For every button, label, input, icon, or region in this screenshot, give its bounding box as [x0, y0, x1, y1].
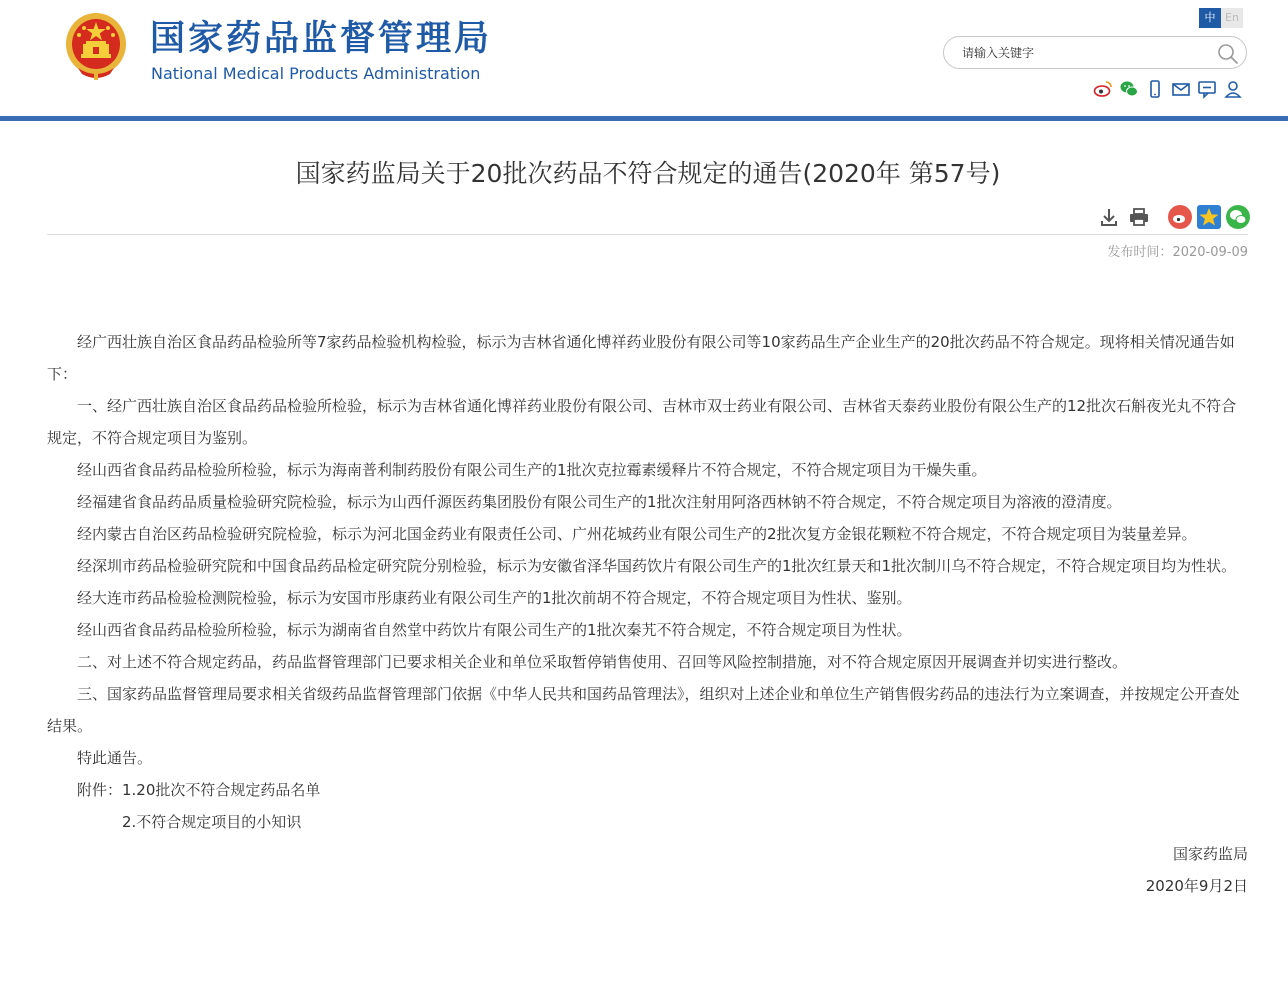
article-toolbar [1098, 205, 1255, 229]
print-icon[interactable] [1128, 206, 1150, 228]
article-title: 国家药监局关于20批次药品不符合规定的通告(2020年 第57号) [295, 159, 1001, 188]
body-paragraph: 特此通告。 [77, 749, 153, 767]
lang-chinese-button[interactable]: 中 [1199, 8, 1221, 28]
lang-english-button[interactable]: En [1221, 8, 1243, 28]
body-paragraph: 经大连市药品检验检测院检验，标示为安国市彤康药业有限公司生产的1批次前胡不符合规定，不符合规定项目为性状、鉴别。 [77, 589, 912, 607]
user-icon[interactable] [1223, 79, 1243, 99]
signature-date: 2020年9月2日 [1145, 877, 1248, 895]
body-paragraph: 经福建省食品药品质量检验研究院检验，标示为山西仟源医药集团股份有限公司生产的1批次注射用阿洛西林钠不符合规定，不符合规定项目为溶液的澄清度。 [77, 493, 1122, 511]
mobile-icon[interactable] [1145, 79, 1165, 99]
header-social-links [1093, 79, 1243, 99]
site-header [0, 0, 1288, 116]
share-qzone-icon[interactable] [1197, 205, 1221, 229]
share-wechat-icon[interactable] [1226, 205, 1250, 229]
body-paragraph: 一、经广西壮族自治区食品药品检验所检验，标示为吉林省通化博祥药业股份有限公司、吉林市双士药业有限公司、吉林省天泰药业股份有限公生产的12批次石斛夜光丸不符合规定，不符合规定项目为鉴别。 [47, 397, 1237, 447]
site-logo-chinese[interactable]: 国家药品监督管理局 [150, 19, 493, 59]
body-paragraph: 经内蒙古自治区药品检验研究院检验，标示为河北国金药业有限责任公司、广州花城药业有限公司生产的2批次复方金银花颗粒不符合规定，不符合规定项目为装量差异。 [77, 525, 1197, 543]
national-emblem-icon [64, 10, 128, 80]
wechat-icon[interactable] [1119, 79, 1139, 99]
email-icon[interactable] [1171, 79, 1191, 99]
attachment-link-2[interactable]: 2.不符合规定项目的小知识 [122, 813, 302, 831]
download-icon[interactable] [1098, 206, 1120, 228]
site-logo-english[interactable]: National Medical Products Administration [151, 64, 481, 83]
publish-date-value: 2020-09-09 [1172, 245, 1248, 260]
body-paragraph: 经广西壮族自治区食品药品检验所等7家药品检验机构检验，标示为吉林省通化博祥药业股份有限公司等10家药品生产企业生产的20批次药品不符合规定。现将相关情况通告如下： [47, 333, 1235, 383]
body-paragraph: 经深圳市药品检验研究院和中国食品药品检定研究院分别检验，标示为安徽省泽华国药饮片有限公司生产的1批次红景天和1批次制川乌不符合规定，不符合规定项目均为性状。 [77, 557, 1237, 575]
title-divider [47, 234, 1248, 235]
body-paragraph: 二、对上述不符合规定药品，药品监督管理部门已要求相关企业和单位采取暂停销售使用、召回等风险控制措施，对不符合规定原因开展调查并切实进行整改。 [77, 653, 1128, 671]
publish-date [1107, 244, 1248, 262]
body-paragraph: 经山西省食品药品检验所检验，标示为海南普利制药股份有限公司生产的1批次克拉霉素缓释片不符合规定，不符合规定项目为干燥失重。 [77, 461, 987, 479]
signature: 国家药监局 [1172, 845, 1248, 863]
weibo-icon[interactable] [1093, 79, 1113, 99]
article-body [47, 326, 1248, 902]
search-box [943, 36, 1247, 69]
publish-date-label: 发布时间： [1107, 245, 1173, 260]
search-input[interactable] [962, 43, 1202, 63]
share-weibo-icon[interactable] [1168, 205, 1192, 229]
body-paragraph: 三、国家药品监督管理局要求相关省级药品监督管理部门依据《中华人民共和国药品管理法》，组织对上述企业和单位生产销售假劣药品的违法行为立案调查，并按规定公开查处结果。 [47, 685, 1240, 735]
body-paragraph: 经山西省食品药品检验所检验，标示为湖南省自然堂中药饮片有限公司生产的1批次秦艽不符合规定，不符合规定项目为性状。 [77, 621, 912, 639]
search-icon[interactable] [1217, 43, 1239, 65]
consult-icon[interactable] [1197, 79, 1217, 99]
header-divider-bar [0, 116, 1288, 121]
language-switch [1199, 8, 1243, 28]
attachment-link-1[interactable]: 附件：1.20批次不符合规定药品名单 [77, 781, 321, 799]
